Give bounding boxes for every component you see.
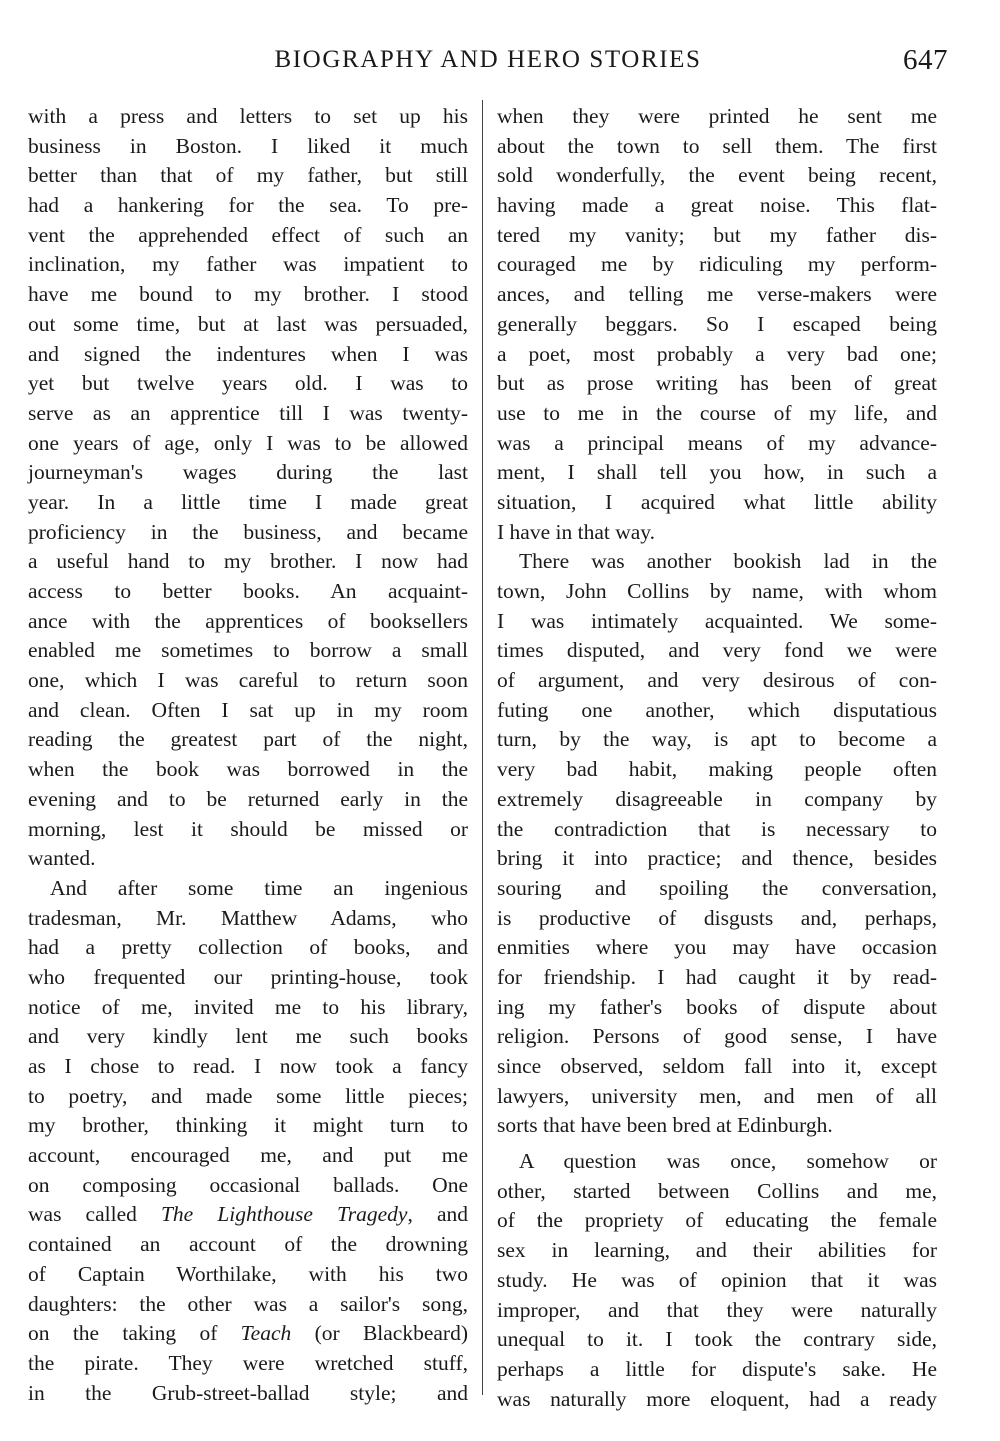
text-line: was naturally more eloquent, had a ready: [497, 1386, 937, 1411]
running-header: [28, 44, 948, 84]
text-line: bring it into practice; and thence, besides: [497, 846, 937, 871]
text-line: generally beggars. So I escaped being: [497, 311, 937, 336]
text-line: morning, lest it should be missed or: [28, 816, 468, 841]
text-line: one years of age, only I was to be allowed: [28, 430, 468, 455]
line-segment: , and: [407, 1202, 468, 1227]
text-line: journeyman's wages during the last: [28, 460, 468, 485]
text-line: and very kindly lent me such books: [28, 1024, 468, 1049]
text-line: was a principal means of my advance-: [497, 430, 937, 455]
text-line: year. In a little time I made great: [28, 489, 468, 514]
text-line: when they were printed he sent me: [497, 104, 937, 128]
text-line: souring and spoiling the conversation,: [497, 875, 937, 900]
text-line: futing one another, which disputatious: [497, 697, 937, 722]
text-line: my brother, thinking it might turn to: [28, 1113, 468, 1138]
text-line: contained an account of the drowning: [28, 1232, 468, 1257]
text-line: a useful hand to my brother. I now had: [28, 549, 468, 574]
text-line: reading the greatest part of the night,: [28, 727, 468, 752]
text-line: on composing occasional ballads. One: [28, 1172, 468, 1197]
text-line: having made a great noise. This flat-: [497, 193, 937, 218]
text-line: inclination, my father was impatient to: [28, 252, 468, 277]
text-line: use to me in the course of my life, and: [497, 400, 937, 425]
text-line: ment, I shall tell you how, in such a: [497, 460, 937, 485]
ballad-title: The Lighthouse Tragedy: [160, 1202, 408, 1227]
text-line: turn, by the way, is apt to become a: [497, 727, 937, 752]
text-line: religion. Persons of good sense, I have: [497, 1024, 937, 1049]
text-line: tered my vanity; but my father dis-: [497, 222, 937, 247]
text-line: serve as an apprentice till I was twenty-: [28, 400, 468, 425]
text-line: times disputed, and very fond we were: [497, 638, 937, 663]
text-line: when the book was borrowed in the: [28, 757, 468, 782]
text-line: other, started between Collins and me,: [497, 1178, 937, 1203]
text-line: but as prose writing has been of great: [497, 371, 937, 396]
text-line: notice of me, invited me to his library,: [28, 994, 468, 1019]
text-line: extremely disagreeable in company by: [497, 786, 937, 811]
running-title: BIOGRAPHY AND HERO STORIES: [274, 46, 702, 73]
text-line: enmities where you may have occasion: [497, 935, 937, 960]
text-line: of Captain Worthilake, with his two: [28, 1261, 468, 1286]
text-line: improper, and that they were naturally: [497, 1297, 937, 1322]
text-line: better than that of my father, but still: [28, 163, 468, 188]
text-line: perhaps a little for dispute's sake. He: [497, 1356, 937, 1381]
text-line: yet but twelve years old. I was to: [28, 371, 468, 396]
text-line: couraged me by ridiculing my perform-: [497, 252, 937, 277]
paragraph-start-line: There was another bookish lad in the: [519, 549, 937, 574]
text-line: I have in that way.: [497, 519, 656, 544]
line-segment: (or Blackbeard): [291, 1321, 468, 1346]
text-line: town, John Collins by name, with whom: [497, 579, 937, 603]
text-line: wanted.: [28, 846, 96, 871]
text-line: daughters: the other was a sailor's song,: [28, 1291, 468, 1316]
page-number: 647: [903, 44, 948, 76]
text-line: a poet, most probably a very bad one;: [497, 341, 937, 366]
left-column: [28, 102, 468, 1408]
text-line: sorts that have been bred at Edinburgh.: [497, 1113, 833, 1138]
pirate-name: Teach: [240, 1321, 292, 1346]
text-line: who frequented our printing-house, took: [28, 964, 468, 989]
text-line: out some time, but at last was persuaded,: [28, 311, 468, 336]
text-line: of the propriety of educating the female: [497, 1208, 937, 1233]
text-line: unequal to it. I took the contrary side,: [497, 1327, 937, 1352]
line-segment: on the taking of: [28, 1321, 241, 1346]
text-line-with-name: [28, 1319, 468, 1349]
text-line: with a press and letters to set up his: [28, 104, 468, 128]
text-line: account, encouraged me, and put me: [28, 1143, 468, 1168]
text-line: sold wonderfully, the event being recent,: [497, 163, 937, 188]
text-line: study. He was of opinion that it was: [497, 1267, 937, 1292]
text-line: lawyers, university men, and men of all: [497, 1083, 937, 1108]
text-line: and signed the indentures when I was: [28, 341, 468, 366]
text-line: tradesman, Mr. Matthew Adams, who: [28, 905, 468, 930]
paragraph-start-line: A question was once, somehow or: [519, 1149, 937, 1174]
text-line: of argument, and very desirous of con-: [497, 668, 937, 693]
text-line: sex in learning, and their abilities for: [497, 1238, 937, 1263]
text-line: the contradiction that is necessary to: [497, 816, 937, 841]
text-line: and clean. Often I sat up in my room: [28, 697, 468, 722]
text-line-with-title: [28, 1200, 468, 1230]
text-line: ance with the apprentices of booksellers: [28, 608, 468, 633]
line-segment: was called: [28, 1202, 161, 1227]
text-line: ing my father's books of dispute about: [497, 994, 937, 1019]
text-line: the pirate. They were wretched stuff,: [28, 1350, 468, 1375]
text-line: very bad habit, making people often: [497, 757, 937, 782]
text-line: have me bound to my brother. I stood: [28, 282, 468, 307]
text-line: business in Boston. I liked it much: [28, 133, 468, 158]
text-line: enabled me sometimes to borrow a small: [28, 638, 468, 663]
text-line: is productive of disgusts and, perhaps,: [497, 905, 937, 930]
text-line: vent the apprehended effect of such an: [28, 222, 468, 247]
column-divider: [482, 100, 483, 1395]
text-line: since observed, seldom fall into it, except: [497, 1054, 937, 1078]
text-line: had a pretty collection of books, and: [28, 935, 468, 960]
text-line: situation, I acquired what little ability: [497, 489, 937, 514]
text-line: I was intimately acquainted. We some-: [497, 608, 937, 633]
text-line: ances, and telling me verse-makers were: [497, 282, 937, 307]
text-line: to poetry, and made some little pieces;: [28, 1083, 468, 1108]
text-line: had a hankering for the sea. To pre-: [28, 193, 468, 218]
text-line: about the town to sell them. The first: [497, 133, 937, 158]
text-line: evening and to be returned early in the: [28, 786, 468, 811]
paragraph-start-line: And after some time an ingenious: [50, 875, 468, 900]
text-line: proficiency in the business, and became: [28, 519, 468, 544]
text-line: as I chose to read. I now took a fancy: [28, 1054, 468, 1078]
text-line: access to better books. An acquaint-: [28, 579, 468, 603]
text-line: one, which I was careful to return soon: [28, 668, 468, 693]
text-line: in the Grub-street-ballad style; and: [28, 1380, 468, 1405]
right-column: [497, 102, 937, 1414]
text-line: for friendship. I had caught it by read-: [497, 964, 937, 989]
